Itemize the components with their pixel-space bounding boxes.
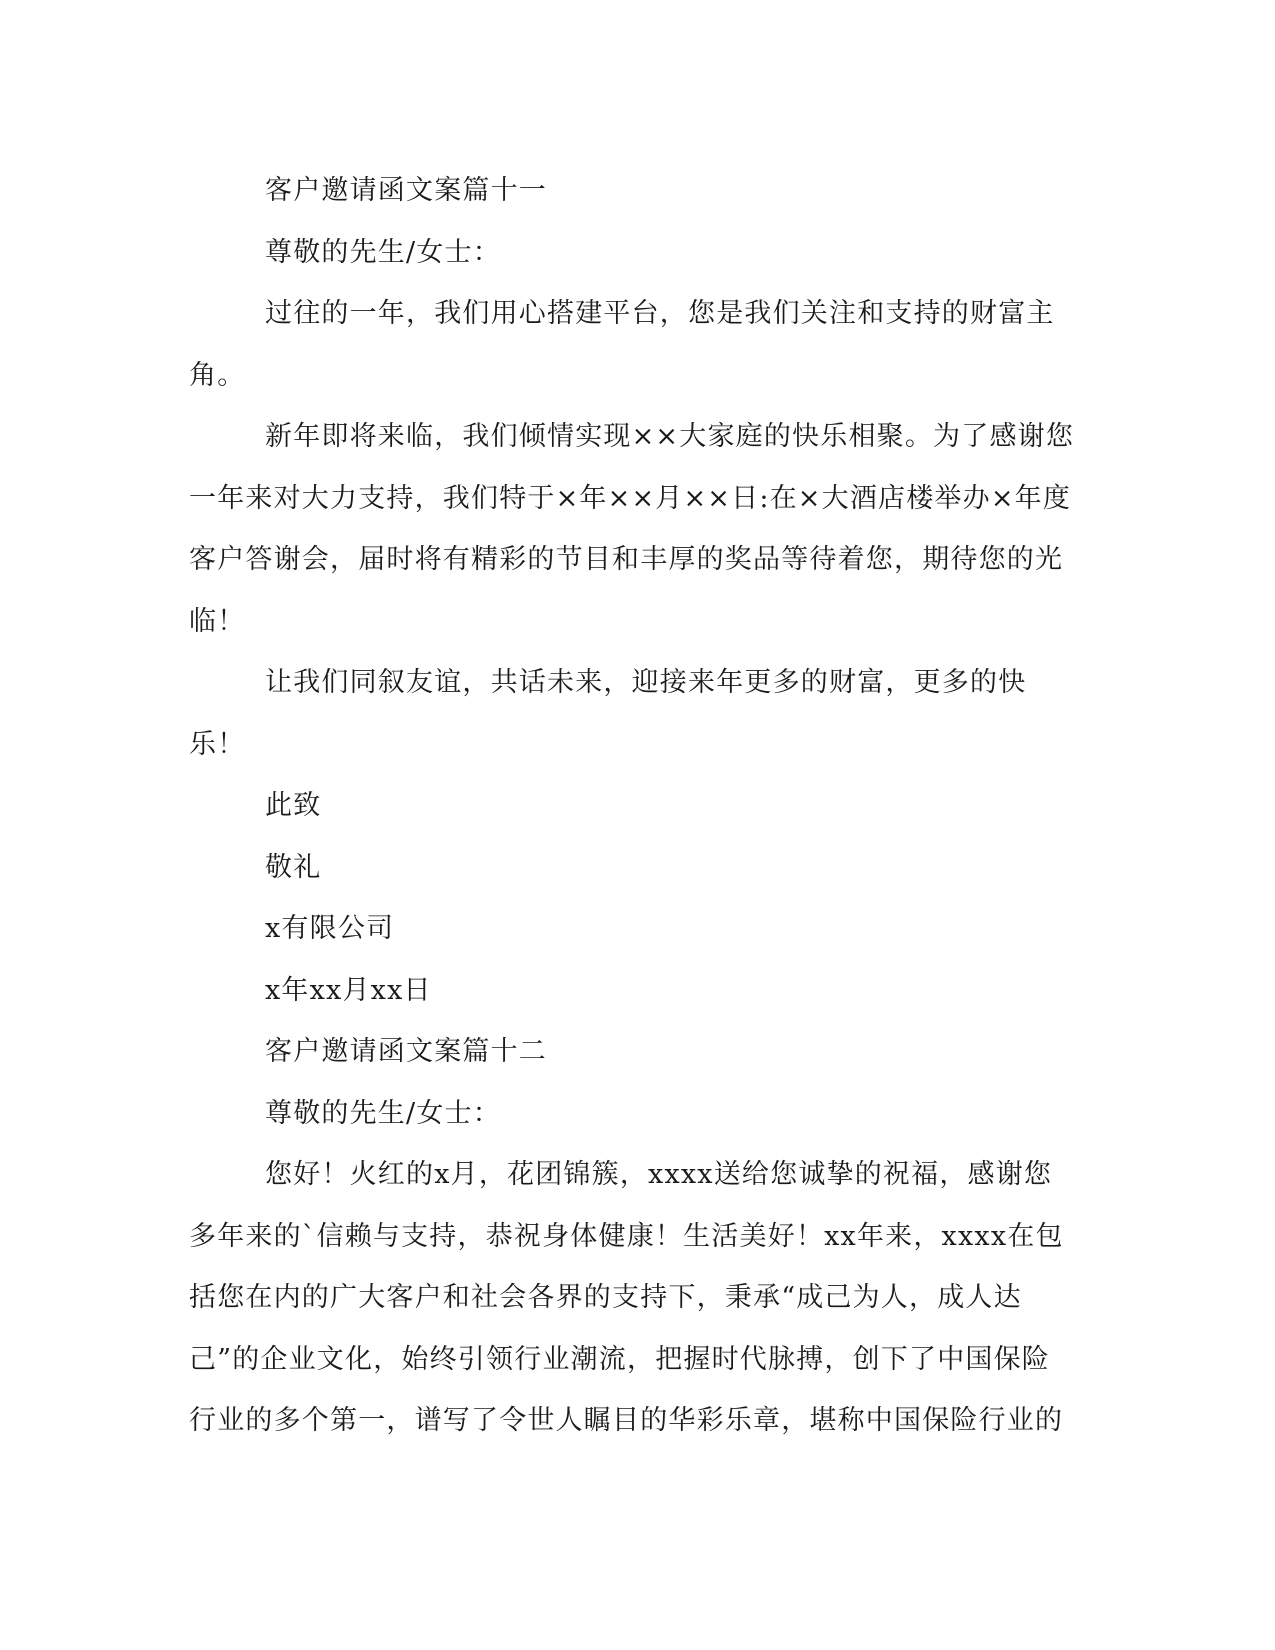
signature-company: x有限公司 bbox=[265, 913, 395, 944]
salutation: 尊敬的先生/女士： bbox=[265, 236, 501, 268]
body-paragraph: 您好！火红的x月，花团锦簇，xxxx送给您诚挚的祝福，感谢您多年来的`信赖与支持，恭祝身体健康！生活美好！xx年来，xxxx在包括您在内的广大客户和社会各界的支持下，秉承“成己为人，成人达己”的企业文化，始终引领行业潮流，把握时代脉搏，创下了中国保险行业的多个第一，谱写了令世人瞩目的华彩乐章，堪称中国保险行业的 bbox=[189, 1159, 1064, 1436]
section-title-11: 客户邀请函文案篇十一 bbox=[265, 175, 547, 206]
salutation: 尊敬的先生/女士： bbox=[265, 1097, 501, 1129]
closing-line: 此致 bbox=[265, 790, 322, 821]
closing-line: 敬礼 bbox=[265, 851, 322, 883]
section-title-12: 客户邀请函文案篇十二 bbox=[265, 1036, 547, 1067]
body-paragraph: 新年即将来临，我们倾情实现××大家庭的快乐相聚。为了感谢您一年来对大力支持，我们特于×年××月××日:在×大酒店楼举办×年度客户答谢会，届时将有精彩的节目和丰厚的奖品等待着您，期待您的光临！ bbox=[189, 421, 1075, 637]
body-paragraph: 让我们同叙友谊，共话未来，迎接来年更多的财富，更多的快乐！ bbox=[189, 667, 1027, 760]
document-body bbox=[189, 160, 1075, 1452]
body-paragraph: 过往的一年，我们用心搭建平台，您是我们关注和支持的财富主角。 bbox=[189, 298, 1055, 391]
signature-date: x年xx月xx日 bbox=[265, 974, 432, 1006]
